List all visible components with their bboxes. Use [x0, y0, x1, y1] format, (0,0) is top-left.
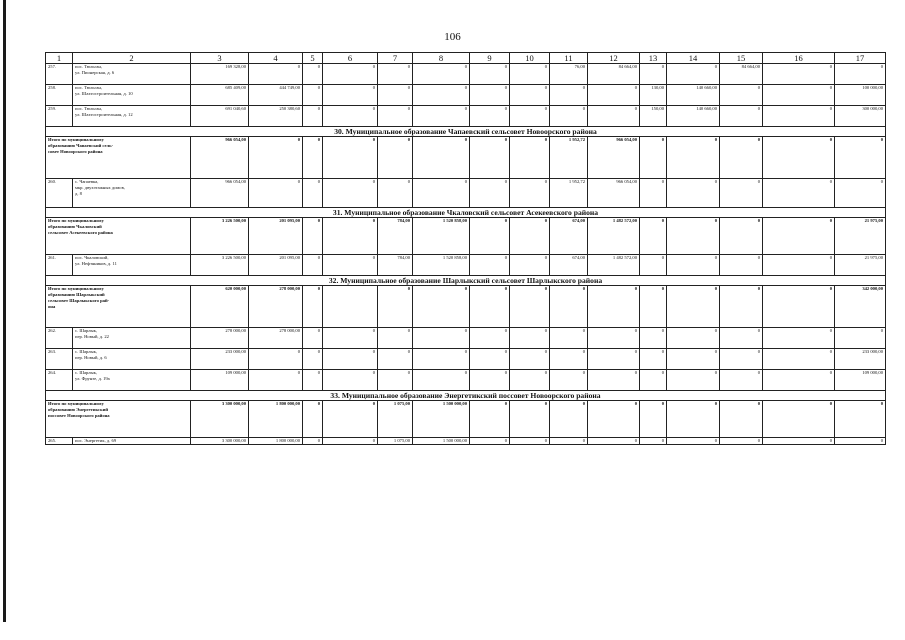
value-cell: 966 054,00 [588, 137, 640, 179]
value-cell: 0 [720, 328, 763, 349]
total-label-line: образованию Чкаловский [48, 224, 102, 229]
total-row [46, 401, 886, 438]
address-line: ул. Фрунзе, д. 19а [75, 376, 110, 381]
value-cell: 0 [588, 438, 640, 445]
value-cell: 0 [763, 328, 835, 349]
value-cell: 0 [413, 137, 470, 179]
column-header: 1 [46, 53, 73, 64]
value-cell: 0 [323, 349, 378, 370]
value-cell: 0 [249, 64, 303, 85]
value-cell: 0 [510, 179, 550, 208]
address-cell [73, 370, 191, 391]
table-row [46, 179, 886, 208]
value-cell: 0 [667, 438, 720, 445]
value-cell: 0 [588, 328, 640, 349]
value-cell: 0 [550, 85, 588, 106]
value-cell: 0 [303, 438, 323, 445]
value-cell: 0 [413, 328, 470, 349]
value-cell: 278 000,00 [249, 286, 303, 328]
value-cell: 0 [763, 137, 835, 179]
value-cell: 0 [413, 179, 470, 208]
total-label [46, 137, 191, 179]
value-cell: 0 [588, 349, 640, 370]
value-cell: 0 [667, 64, 720, 85]
row-index: 265. [46, 438, 73, 445]
value-cell: 0 [303, 137, 323, 179]
value-cell: 0 [378, 106, 413, 127]
value-cell: 0 [763, 106, 835, 127]
value-cell: 0 [470, 106, 510, 127]
value-cell: 674,00 [550, 255, 588, 276]
address-cell [73, 438, 191, 445]
total-label-line: она [48, 304, 56, 309]
value-cell: 966 054,00 [191, 179, 249, 208]
value-cell: 0 [510, 106, 550, 127]
value-cell: 620 000,00 [191, 286, 249, 328]
address-cell [73, 64, 191, 85]
row-index: 257. [46, 64, 73, 85]
total-label-line: Итого по муниципальному [48, 286, 104, 291]
value-cell: 0 [378, 328, 413, 349]
value-cell: 0 [413, 349, 470, 370]
value-cell: 1 075,00 [378, 401, 413, 438]
value-cell: 0 [763, 286, 835, 328]
value-cell: 150,00 [640, 106, 667, 127]
value-cell: 1 500 000,00 [413, 438, 470, 445]
value-cell: 3 226 500,00 [191, 255, 249, 276]
value-cell: 0 [470, 370, 510, 391]
value-cell: 0 [303, 401, 323, 438]
section-heading-row [46, 391, 886, 401]
value-cell: 0 [510, 286, 550, 328]
row-index: 258. [46, 85, 73, 106]
address-line: пос. Энергетик, д. 69 [75, 438, 117, 443]
header-row [46, 53, 886, 64]
value-cell: 1 482 572,00 [588, 218, 640, 255]
column-header: 4 [249, 53, 303, 64]
address-cell [73, 349, 191, 370]
table-row [46, 438, 886, 445]
value-cell: 84 664,00 [720, 64, 763, 85]
address-line: с. Чапаевка, [75, 179, 99, 184]
value-cell: 0 [303, 349, 323, 370]
address-line: пер. Новый, д. 6 [75, 355, 107, 360]
value-cell: 0 [640, 349, 667, 370]
total-label [46, 286, 191, 328]
total-label-line: образованию Энергетикский [48, 407, 109, 412]
value-cell: 0 [323, 64, 378, 85]
total-label-line: Итого по муниципальному [48, 218, 104, 223]
value-cell: 0 [720, 401, 763, 438]
value-cell: 0 [510, 328, 550, 349]
value-cell: 0 [640, 438, 667, 445]
value-cell: 0 [413, 64, 470, 85]
section-heading-row [46, 127, 886, 137]
address-cell [73, 179, 191, 208]
value-cell: 784,00 [378, 255, 413, 276]
value-cell: 0 [510, 438, 550, 445]
value-cell: 0 [667, 349, 720, 370]
value-cell: 0 [413, 106, 470, 127]
value-cell: 3 300 000,00 [191, 401, 249, 438]
value-cell: 0 [470, 179, 510, 208]
value-cell: 0 [249, 137, 303, 179]
value-cell: 0 [720, 218, 763, 255]
address-cell [73, 85, 191, 106]
column-header: 2 [73, 53, 191, 64]
value-cell: 0 [667, 401, 720, 438]
value-cell: 0 [510, 255, 550, 276]
value-cell: 0 [323, 328, 378, 349]
table-row [46, 64, 886, 85]
value-cell: 0 [323, 255, 378, 276]
value-cell: 0 [303, 370, 323, 391]
value-cell: 0 [510, 218, 550, 255]
value-cell: 1 482 572,00 [588, 255, 640, 276]
value-cell: 0 [303, 179, 323, 208]
address-line: пос. Чкаловский, [75, 255, 109, 260]
total-row [46, 286, 886, 328]
value-cell: 21 975,00 [835, 255, 886, 276]
value-cell: 0 [640, 218, 667, 255]
value-cell: 0 [835, 64, 886, 85]
value-cell: 0 [323, 106, 378, 127]
value-cell: 0 [510, 85, 550, 106]
address-line: ул. Шахтостроительная, д. 10 [75, 91, 133, 96]
value-cell: 0 [588, 370, 640, 391]
value-cell: 0 [640, 64, 667, 85]
value-cell: 0 [667, 179, 720, 208]
section-heading-row [46, 276, 886, 286]
value-cell: 0 [588, 401, 640, 438]
value-cell: 130,00 [640, 85, 667, 106]
row-index: 264. [46, 370, 73, 391]
value-cell: 250 380,60 [249, 106, 303, 127]
value-cell: 0 [667, 370, 720, 391]
row-index: 259. [46, 106, 73, 127]
value-cell: 1 075,00 [378, 438, 413, 445]
value-cell: 0 [378, 370, 413, 391]
address-line: с. Шарлык, [75, 328, 98, 333]
row-index: 263. [46, 349, 73, 370]
value-cell: 0 [413, 286, 470, 328]
value-cell: 0 [550, 438, 588, 445]
address-line: пос. Тюльган, [75, 85, 103, 90]
table-row [46, 85, 886, 106]
total-label [46, 401, 191, 438]
value-cell: 278 000,00 [191, 328, 249, 349]
value-cell: 201 095,00 [249, 218, 303, 255]
value-cell: 84 664,00 [588, 64, 640, 85]
value-cell: 0 [249, 370, 303, 391]
value-cell: 0 [303, 328, 323, 349]
value-cell: 0 [323, 370, 378, 391]
table-row [46, 328, 886, 349]
table-row [46, 370, 886, 391]
total-row [46, 218, 886, 255]
value-cell: 0 [378, 137, 413, 179]
value-cell: 0 [303, 218, 323, 255]
value-cell: 0 [323, 401, 378, 438]
total-label-line: Итого по муниципальному [48, 401, 104, 406]
value-cell: 0 [720, 286, 763, 328]
column-header: 7 [378, 53, 413, 64]
value-cell: 0 [413, 85, 470, 106]
total-label-line: Итого по муниципальному [48, 137, 104, 142]
value-cell: 0 [588, 85, 640, 106]
value-cell: 0 [640, 328, 667, 349]
value-cell: 0 [249, 179, 303, 208]
value-cell: 0 [323, 218, 378, 255]
page-number: 106 [444, 31, 461, 43]
value-cell: 0 [640, 137, 667, 179]
value-cell: 691 040,60 [191, 106, 249, 127]
total-label-line: сельсовет Асекеевского района [48, 230, 113, 235]
value-cell: 0 [640, 401, 667, 438]
value-cell: 0 [323, 179, 378, 208]
value-cell: 0 [640, 286, 667, 328]
value-cell: 0 [470, 438, 510, 445]
value-cell: 0 [763, 85, 835, 106]
value-cell: 1 952,72 [550, 179, 588, 208]
value-cell: 0 [835, 137, 886, 179]
value-cell: 201 095,00 [249, 255, 303, 276]
value-cell: 0 [378, 64, 413, 85]
address-line: ул. Пионерская, д. 6 [75, 70, 115, 75]
value-cell: 685 409,00 [191, 85, 249, 106]
value-cell: 0 [720, 255, 763, 276]
value-cell: 0 [303, 255, 323, 276]
value-cell: 0 [378, 179, 413, 208]
value-cell: 0 [510, 64, 550, 85]
value-cell: 0 [303, 106, 323, 127]
value-cell: 0 [667, 286, 720, 328]
value-cell: 0 [470, 328, 510, 349]
value-cell: 0 [378, 286, 413, 328]
value-cell: 0 [763, 179, 835, 208]
value-cell: 0 [763, 218, 835, 255]
value-cell: 0 [550, 401, 588, 438]
value-cell: 784,00 [378, 218, 413, 255]
value-cell: 169 328,00 [191, 64, 249, 85]
value-cell: 0 [550, 349, 588, 370]
address-line: ул. Шахтостроительная, д. 12 [75, 112, 133, 117]
column-header: 6 [323, 53, 378, 64]
value-cell: 76,00 [550, 64, 588, 85]
value-cell: 0 [378, 85, 413, 106]
value-cell: 0 [667, 328, 720, 349]
value-cell: 0 [835, 328, 886, 349]
address-line: ул. Нефтяников, д. 11 [75, 261, 117, 266]
value-cell: 0 [667, 218, 720, 255]
value-cell: 0 [470, 85, 510, 106]
column-header: 15 [720, 53, 763, 64]
value-cell: 444 749,00 [249, 85, 303, 106]
column-header: 10 [510, 53, 550, 64]
value-cell: 0 [510, 370, 550, 391]
address-cell [73, 328, 191, 349]
value-cell: 109 000,00 [191, 370, 249, 391]
value-cell: 1 520 858,00 [413, 218, 470, 255]
value-cell: 278 000,00 [249, 328, 303, 349]
value-cell: 0 [413, 370, 470, 391]
value-cell: 0 [249, 349, 303, 370]
value-cell: 233 000,00 [835, 349, 886, 370]
value-cell: 0 [470, 137, 510, 179]
value-cell: 966 054,00 [588, 179, 640, 208]
total-label-line: поссовет Новоорского района [48, 413, 110, 418]
value-cell: 1 800 000,00 [249, 438, 303, 445]
value-cell: 0 [835, 401, 886, 438]
address-line: пос. Тюльган, [75, 106, 103, 111]
value-cell: 0 [323, 85, 378, 106]
value-cell: 140 660,00 [667, 106, 720, 127]
value-cell: 21 975,00 [835, 218, 886, 255]
row-index: 260. [46, 179, 73, 208]
total-row [46, 137, 886, 179]
value-cell: 0 [510, 137, 550, 179]
value-cell: 0 [588, 106, 640, 127]
section-heading: 31. Муниципальное образование Чкаловский сельсовет Асекеевского района [46, 208, 886, 218]
row-index: 262. [46, 328, 73, 349]
value-cell: 0 [763, 370, 835, 391]
value-cell: 0 [720, 85, 763, 106]
value-cell: 0 [835, 438, 886, 445]
value-cell: 0 [640, 255, 667, 276]
value-cell: 0 [763, 349, 835, 370]
value-cell: 0 [303, 85, 323, 106]
column-header: 17 [835, 53, 886, 64]
column-header: 14 [667, 53, 720, 64]
value-cell: 0 [720, 179, 763, 208]
address-cell [73, 255, 191, 276]
row-index: 261. [46, 255, 73, 276]
value-cell: 0 [720, 137, 763, 179]
value-cell: 0 [550, 370, 588, 391]
value-cell: 0 [470, 401, 510, 438]
value-cell: 0 [378, 349, 413, 370]
value-cell: 1 520 858,00 [413, 255, 470, 276]
value-cell: 0 [470, 255, 510, 276]
value-cell: 0 [720, 370, 763, 391]
value-cell: 0 [640, 179, 667, 208]
column-header: 12 [588, 53, 640, 64]
column-header: 5 [303, 53, 323, 64]
value-cell: 0 [303, 286, 323, 328]
column-header: 8 [413, 53, 470, 64]
address-line: д. 8 [75, 191, 82, 196]
section-heading: 30. Муниципальное образование Чапаевский сельсовет Новоорского района [46, 127, 886, 137]
value-cell [323, 286, 378, 328]
total-label-line: образованию Чапаевский сель- [48, 143, 114, 148]
section-heading-row [46, 208, 886, 218]
column-header: 16 [763, 53, 835, 64]
value-cell: 1 952,72 [550, 137, 588, 179]
address-line: с. Шарлык, [75, 349, 98, 354]
value-cell: 3 300 000,00 [191, 438, 249, 445]
value-cell: 0 [510, 349, 550, 370]
value-cell: 0 [303, 64, 323, 85]
value-cell: 0 [323, 137, 378, 179]
total-label-line: совет Новоорского района [48, 149, 103, 154]
value-cell: 1 800 000,00 [249, 401, 303, 438]
value-cell: 0 [470, 64, 510, 85]
section-heading: 32. Муниципальное образование Шарлыкский сельсовет Шарлыкского района [46, 276, 886, 286]
value-cell: 233 000,00 [191, 349, 249, 370]
table-row [46, 349, 886, 370]
total-label-line: сельсовет Шарлыкского рай- [48, 298, 110, 303]
value-cell: 0 [550, 106, 588, 127]
value-cell: 674,00 [550, 218, 588, 255]
value-cell: 0 [588, 286, 640, 328]
value-cell: 0 [763, 64, 835, 85]
table-row [46, 255, 886, 276]
value-cell: 300 000,00 [835, 106, 886, 127]
column-header: 9 [470, 53, 510, 64]
section-heading: 33. Муниципальное образование Энергетикский поссовет Новоорского района [46, 391, 886, 401]
value-cell: 0 [835, 179, 886, 208]
total-label [46, 218, 191, 255]
table-row [46, 106, 886, 127]
address-line: пер. Новый, д. 22 [75, 334, 109, 339]
address-cell [73, 106, 191, 127]
value-cell: 3 226 500,00 [191, 218, 249, 255]
value-cell: 0 [470, 286, 510, 328]
value-cell: 0 [640, 370, 667, 391]
column-header: 3 [191, 53, 249, 64]
value-cell: 0 [667, 255, 720, 276]
address-line: с. Шарлык, [75, 370, 98, 375]
value-cell: 0 [550, 286, 588, 328]
value-cell: 0 [323, 438, 378, 445]
column-header: 11 [550, 53, 588, 64]
value-cell: 966 054,00 [191, 137, 249, 179]
value-cell: 1 500 000,00 [413, 401, 470, 438]
value-cell: 100 000,00 [835, 85, 886, 106]
value-cell: 109 000,00 [835, 370, 886, 391]
scan-edge [3, 0, 6, 622]
value-cell: 0 [720, 438, 763, 445]
value-cell: 140 660,00 [667, 85, 720, 106]
value-cell: 0 [763, 255, 835, 276]
value-cell: 0 [720, 349, 763, 370]
value-cell: 0 [720, 106, 763, 127]
column-header: 13 [640, 53, 667, 64]
address-line: пос. Тюльган, [75, 64, 103, 69]
value-cell: 0 [470, 218, 510, 255]
value-cell: 0 [470, 349, 510, 370]
data-table [45, 52, 886, 445]
value-cell: 342 000,00 [835, 286, 886, 328]
value-cell: 0 [510, 401, 550, 438]
value-cell: 0 [667, 137, 720, 179]
value-cell: 0 [763, 438, 835, 445]
value-cell: 0 [550, 328, 588, 349]
total-label-line: образованию Шарлыкский [48, 292, 105, 297]
address-line: мкр. двухэтажных домов, [75, 185, 125, 190]
value-cell: 0 [763, 401, 835, 438]
